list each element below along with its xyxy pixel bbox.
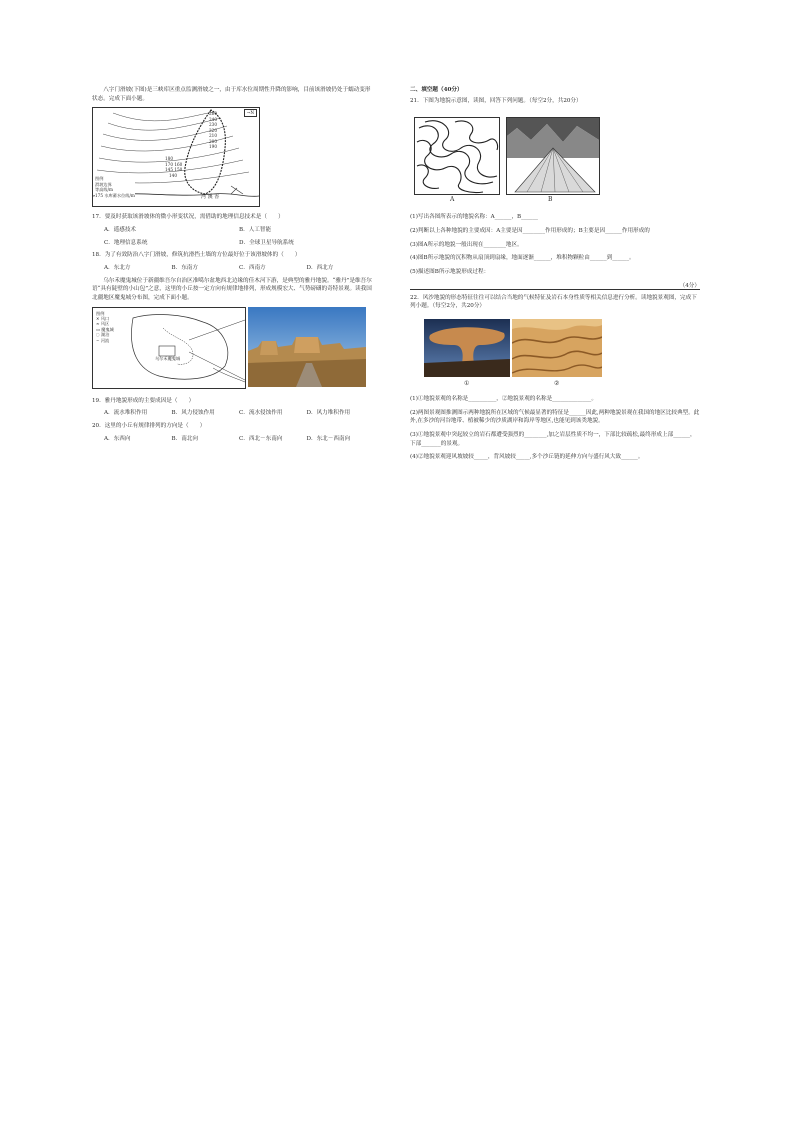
section-title: 二、填空题（40分） — [410, 87, 463, 93]
q18-option-a[interactable]: A．东北方 — [104, 264, 131, 271]
landslide-map — [92, 107, 260, 207]
yardang-figures — [92, 307, 374, 391]
q18-option-d[interactable]: D．西北方 — [306, 264, 334, 271]
yardang-photo-svg — [248, 307, 366, 387]
q21-figures — [410, 109, 700, 207]
figure-2-label: ② — [554, 379, 560, 387]
q21-sub4[interactable]: (4)图B所示地貌的沉积物从扇顶到扇缘，地面逐渐______，堆积物颗粒由______到______。 — [410, 255, 635, 262]
q20-option-b[interactable]: B．南北向 — [171, 435, 198, 442]
figure-a-svg — [415, 118, 499, 194]
mushroom-rock-svg — [424, 319, 510, 377]
q20-option-a[interactable]: A．东西向 — [104, 435, 131, 442]
figure-mushroom-rock — [424, 319, 510, 377]
q20-stem: 20．这里的小丘有规律排列的方向是（ ） — [92, 422, 206, 429]
q20-option-d[interactable]: D．东北－西南向 — [306, 435, 351, 442]
q17-option-d[interactable]: D．全球卫星导航系统 — [239, 239, 294, 246]
q21-score: （4分） — [679, 282, 700, 289]
q19-option-d[interactable]: D．风力堆积作用 — [306, 410, 351, 417]
q21-sub2[interactable]: (2)判断以上各种地貌的主要成因：A主要是因________作用形成的；B主要是因______作用形成的 — [410, 227, 650, 234]
q18-stem: 18．为了有效防治八字门滑坡，修筑抗滑挡土墙的方位最好位于该滑坡体的（ ） — [92, 252, 301, 259]
yardang-photo — [248, 307, 366, 387]
river-label: 河 溪 香 — [201, 194, 220, 201]
q21-sub1[interactable]: (1)写出各图所表示的地貌名称：A______，B______ — [410, 214, 538, 221]
q19-option-b[interactable]: B．风力侵蚀作用 — [171, 410, 215, 417]
figure-b-label: B — [548, 196, 553, 204]
intro-landslide: 八字门滑坡(下图)是三峡库区重点监测滑坡之一，由于库水位周期性升降的影响，目前该滑坡仍处于蠕动变形状态。完成下面小题。 — [92, 87, 371, 102]
q18-option-c[interactable]: C．西南方 — [239, 264, 266, 271]
map2-place: 乌尔禾魔鬼城 — [155, 355, 181, 361]
figure-1-label: ① — [464, 379, 470, 387]
yardang-map-svg — [93, 308, 245, 388]
q22-sub4[interactable]: (4)②地貌景观迎风坡坡较_____，背风坡较_____,多个沙丘链的延伸方向与盛行风大致______。 — [410, 454, 644, 461]
figure-a-label: A — [450, 196, 455, 204]
q21-stem: 21．下图为地貌示意图，读图，回答下列问题。（每空2分，共20分） — [410, 97, 582, 104]
yardang-map — [92, 307, 246, 389]
q22-stem: 22．风沙地貌的形态特征往往可以结合当地的气候特征及岩石本身性质等相关信息进行分析。读地貌景观图，完成下列小题。（每空2分，共20分） — [410, 294, 697, 310]
map2-legend: 图例 ✕ 风口 ≈ 风区 ▭ 魔鬼城 ◌ 湖泊 ∼ 河流 — [96, 310, 114, 343]
q18-option-b[interactable]: B．东南方 — [171, 264, 198, 271]
q19-stem: 19．雅丹地貌形成的主要成因是（ ） — [92, 397, 195, 404]
q19-option-c[interactable]: C．流水侵蚀作用 — [239, 410, 283, 417]
q22-figures — [410, 315, 700, 389]
map1-legend: 图例 滑坡边界 等高线/m 175 水库蓄水位线/m — [95, 176, 135, 198]
q20-option-c[interactable]: C．西北－东南向 — [239, 435, 283, 442]
left-column — [92, 86, 374, 445]
figure-b-alluvial-fan — [506, 117, 600, 195]
q22-sub3[interactable]: (3)①地貌景观中突起较立的岩石都遭受强烈的________,加之岩层性质不均一，下部比较疏松,最终形成上部______，下部_______的景观。 — [410, 431, 696, 447]
sand-dunes-svg — [512, 319, 602, 377]
q22-sub1[interactable]: (1)①地貌景观的名称是__________，②地貌景观的名称是______________。 — [410, 395, 597, 402]
intro-yardang: 乌尔禾魔鬼城位于新疆维吾尔自治区准噶尔盆地西北边缘的佳木河下游，是典型的雅丹地貌。“雅丹”是维吾尔语“具有陡壁的小山包”之意，这里的小丘按一定方向有规律地排列，形成规模宏大、气势磅礴的奇特景观。读我国北疆地区魔鬼城分布图，完成下面小题。 — [92, 277, 372, 301]
q17-stem: 17．要及时获取该滑坡体的微小形变状况，需借助的地理信息技术是（ ） — [92, 214, 284, 221]
q17-options-2 — [104, 239, 374, 248]
q20-options — [104, 435, 374, 444]
q22-sub2[interactable]: (2)两图景观图推测图示两种地貌所在区域的气候最显著的特征是______因此,两种地貌景观在我国的地区比较典型。此外,在多沙的河谷地带、植被稀少的沙质湖岸和海岸等地区,也能见到该类地貌。 — [410, 409, 700, 425]
q21-sub3[interactable]: (3)图A所示的地貌一般出现在________地区。 — [410, 241, 523, 248]
q17-option-a[interactable]: A．遥感技术 — [104, 226, 137, 233]
q21-sub5[interactable]: (5)描述图B所示地貌形成过程： — [410, 268, 490, 275]
contour-labels: 260 240 230 220 210 200 190 — [209, 111, 217, 150]
figure-a-meanders — [414, 117, 500, 195]
q19-option-a[interactable]: A．流水堆积作用 — [104, 410, 148, 417]
q17-option-c[interactable]: C．地理信息系统 — [104, 239, 148, 246]
q17-option-b[interactable]: B．人工智能 — [239, 226, 272, 233]
q19-options — [104, 409, 374, 418]
contour-labels-lower: 180 170 160 145 150 140 — [165, 156, 183, 178]
north-arrow: →N — [244, 109, 257, 116]
figure-sand-dunes — [512, 319, 602, 377]
right-column — [410, 86, 700, 467]
figure-b-svg — [507, 118, 599, 194]
q18-options — [104, 264, 374, 273]
q17-options — [104, 226, 374, 235]
q21-answer-line[interactable] — [410, 282, 700, 290]
